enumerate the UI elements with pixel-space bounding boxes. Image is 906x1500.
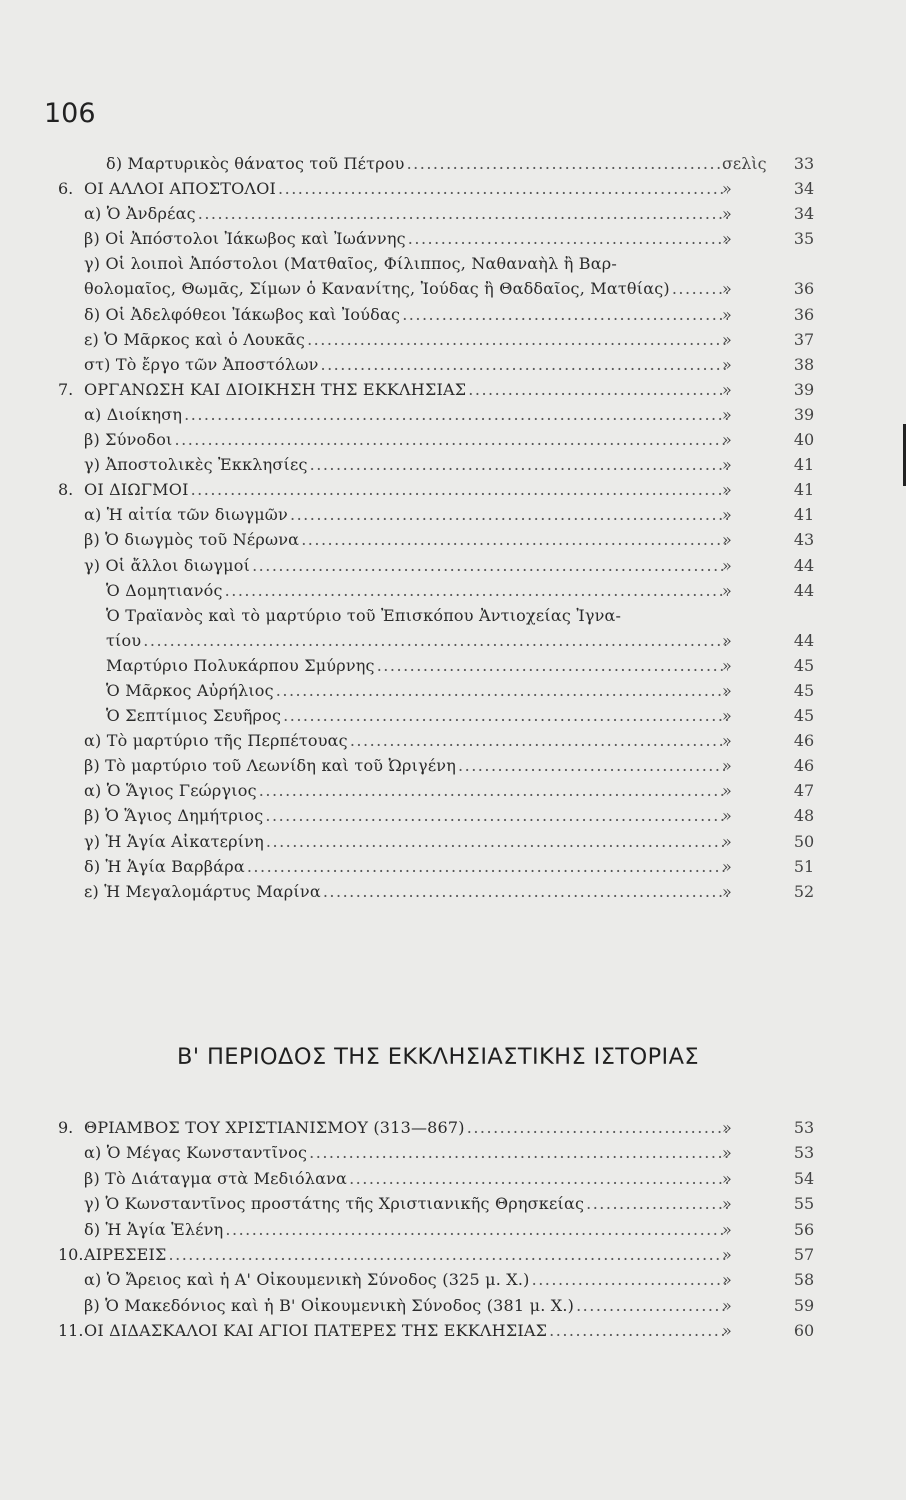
- entry-title: γ) Οἱ λοιποὶ Ἀπόστολοι (Ματθαῖος, Φίλιππος, Ναθαναὴλ ἢ Βαρ-: [84, 254, 617, 274]
- entry-page: 60: [793, 1321, 815, 1341]
- entry-number: 8.: [58, 480, 74, 500]
- entry-title-line: [84, 1140, 728, 1165]
- entry-ref: »: [722, 329, 732, 349]
- dot-leader: [530, 1267, 728, 1292]
- entry-page: 34: [793, 179, 815, 199]
- entry-title-line: [84, 251, 728, 276]
- entry-title-line: [84, 452, 728, 477]
- entry-ref: »: [722, 279, 732, 299]
- entry-page: 45: [793, 706, 815, 726]
- entry-number: 6.: [58, 179, 74, 199]
- entry-page: 58: [793, 1270, 815, 1290]
- entry-ref: σελὶς: [722, 154, 767, 173]
- entry-title-line: [84, 276, 728, 301]
- dot-leader: [670, 276, 728, 301]
- dot-leader: [167, 1242, 728, 1267]
- entry-title: β) Ὁ Ἅγιος Δημήτριος: [84, 806, 264, 826]
- entry-title: ΟΙ ΑΛΛΟΙ ΑΠΟΣΤΟΛΟΙ: [84, 179, 277, 199]
- dot-leader: [307, 1140, 728, 1165]
- dot-leader: [182, 402, 728, 427]
- entry-title: β) Τὸ μαρτύριο τοῦ Λεωνίδη καὶ τοῦ Ὠριγένη: [84, 756, 457, 776]
- entry-page: 51: [793, 856, 815, 876]
- entry-title-line: [84, 1217, 728, 1242]
- dot-leader: [223, 1217, 728, 1242]
- contents-entry: [58, 1318, 828, 1343]
- entry-ref: »: [722, 304, 732, 324]
- dot-leader: [400, 302, 728, 327]
- entry-ref: »: [722, 806, 732, 826]
- dot-leader: [189, 477, 728, 502]
- dot-leader: [276, 176, 728, 201]
- contents-entry: [58, 653, 828, 678]
- entry-title-line: [84, 226, 728, 251]
- entry-page: 38: [793, 354, 815, 374]
- entry-page: 48: [793, 806, 815, 826]
- entry-title: α) Ὁ Ἅγιος Γεώργιος: [84, 781, 257, 801]
- entry-title-line: [84, 377, 728, 402]
- entry-ref: »: [722, 1219, 732, 1239]
- entry-title-line: [84, 502, 728, 527]
- entry-title-line: [106, 678, 728, 703]
- dot-leader: [196, 201, 728, 226]
- entry-title: στ) Τὸ ἔργο τῶν Ἀποστόλων: [84, 354, 319, 374]
- entry-title-line: [106, 151, 728, 176]
- entry-number: 7.: [58, 379, 74, 399]
- entry-title-line: [84, 728, 728, 753]
- contents-entry: [58, 1217, 828, 1242]
- entry-title: ΘΡΙΑΜΒΟΣ ΤΟΥ ΧΡΙΣΤΙΑΝΙΣΜΟΥ (313—867): [84, 1118, 465, 1137]
- contents-entry: [58, 678, 828, 703]
- entry-title-line: [84, 1242, 728, 1267]
- entry-ref: »: [722, 404, 732, 424]
- entry-title: δ) Ἡ Ἁγία Ἑλένη: [84, 1219, 224, 1239]
- entry-title: θολομαῖος, Θωμᾶς, Σίμων ὁ Κανανίτης, Ἰούδας ἢ Θαδδαῖος, Ματθίας): [84, 279, 670, 299]
- entry-title-line: [106, 603, 728, 628]
- contents-entry: [58, 753, 828, 778]
- contents-entry: [58, 251, 828, 276]
- dot-leader: [288, 502, 728, 527]
- entry-ref: »: [722, 1118, 732, 1137]
- entry-title: Ὁ Δομητιανός: [106, 580, 223, 600]
- contents-entry: [58, 829, 828, 854]
- dot-leader: [466, 377, 728, 402]
- contents-list-part-one: [58, 151, 828, 904]
- dot-leader: [264, 829, 728, 854]
- entry-title: δ) Οἱ Ἀδελφόθεοι Ἰάκωβος καὶ Ἰούδας: [84, 304, 401, 324]
- contents-entry: [58, 578, 828, 603]
- entry-title: Ὁ Τραϊανὸς καὶ τὸ μαρτύριο τοῦ Ἐπισκόπου Ἀντιοχείας Ἰγνα-: [106, 605, 622, 625]
- entry-page: 57: [793, 1244, 815, 1264]
- contents-entry: [58, 803, 828, 828]
- entry-ref: »: [722, 881, 732, 901]
- contents-entry: [58, 1242, 828, 1267]
- entry-ref: »: [722, 229, 732, 249]
- entry-page: 33: [793, 154, 815, 173]
- dot-leader: [348, 728, 728, 753]
- dot-leader: [299, 527, 728, 552]
- entry-ref: »: [722, 580, 732, 600]
- dot-leader: [245, 854, 728, 879]
- entry-title: β) Ὁ διωγμὸς τοῦ Νέρωνα: [84, 530, 300, 550]
- dot-leader: [406, 226, 728, 251]
- dot-leader: [584, 1191, 728, 1216]
- entry-page: 44: [793, 555, 815, 575]
- entry-ref: »: [722, 756, 732, 776]
- entry-title: τίου: [106, 630, 142, 650]
- entry-title: α) Ὁ Ἀνδρέας: [84, 204, 196, 224]
- dot-leader: [574, 1293, 728, 1318]
- entry-page: 45: [793, 655, 815, 675]
- entry-page: 46: [793, 731, 815, 751]
- contents-entry: [58, 176, 828, 201]
- entry-ref: »: [722, 856, 732, 876]
- entry-ref: »: [722, 354, 732, 374]
- entry-title-line: [84, 854, 728, 879]
- entry-title: ΟΙ ΔΙΔΑΣΚΑΛΟΙ ΚΑΙ ΑΓΙΟΙ ΠΑΤΕΡΕΣ ΤΗΣ ΕΚΚΛΗΣΙΑΣ: [84, 1321, 548, 1341]
- entry-title: ΟΙ ΔΙΩΓΜΟΙ: [84, 480, 189, 500]
- entry-ref: »: [722, 430, 732, 450]
- entry-ref: »: [722, 1295, 732, 1315]
- dot-leader: [281, 703, 728, 728]
- entry-title: α) Ὁ Μέγας Κωνσταντῖνος: [84, 1143, 308, 1163]
- entry-page: 43: [793, 530, 815, 550]
- entry-ref: »: [722, 379, 732, 399]
- contents-entry: [58, 427, 828, 452]
- entry-page: 47: [793, 781, 815, 801]
- contents-entry: [58, 728, 828, 753]
- contents-entry: [58, 854, 828, 879]
- contents-entry: [58, 327, 828, 352]
- contents-entry: [58, 151, 828, 176]
- entry-title-line: [84, 327, 728, 352]
- entry-title-line: [84, 1293, 728, 1318]
- entry-number: 10.: [58, 1244, 84, 1264]
- entry-title-line: [84, 829, 728, 854]
- entry-title-line: [106, 578, 728, 603]
- entry-ref: »: [722, 781, 732, 801]
- entry-page: 34: [793, 204, 815, 224]
- entry-title: Ὁ Σεπτίμιος Σευῆρος: [106, 706, 282, 726]
- dot-leader: [321, 879, 728, 904]
- dot-leader: [305, 327, 728, 352]
- entry-ref: »: [722, 706, 732, 726]
- section-heading: Β' ΠΕΡΙΟΔΟΣ ΤΗΣ ΕΚΚΛΗΣΙΑΣΤΙΚΗΣ ΙΣΤΟΡΙΑΣ: [177, 1044, 699, 1070]
- entry-ref: »: [722, 831, 732, 851]
- entry-page: 39: [793, 379, 815, 399]
- entry-title: β) Οἱ Ἀπόστολοι Ἰάκωβος καὶ Ἰωάννης: [84, 229, 406, 249]
- entry-ref: »: [722, 555, 732, 575]
- entry-ref: »: [722, 204, 732, 224]
- contents-entry: [58, 1166, 828, 1191]
- entry-page: 37: [793, 329, 815, 349]
- entry-title: α) Ὁ Ἄρειος καὶ ἡ Α' Οἰκουμενικὴ Σύνοδος (325 μ. Χ.): [84, 1270, 530, 1290]
- entry-page: 59: [793, 1295, 815, 1315]
- dot-leader: [308, 452, 728, 477]
- contents-entry: [58, 1267, 828, 1292]
- dot-leader: [173, 427, 728, 452]
- contents-entry: [58, 352, 828, 377]
- page-number: 106: [44, 98, 96, 129]
- contents-entry: [58, 1293, 828, 1318]
- entry-title-line: [84, 879, 728, 904]
- entry-title-line: [84, 778, 728, 803]
- contents-entry: [58, 452, 828, 477]
- dot-leader: [250, 553, 728, 578]
- contents-entry: [58, 201, 828, 226]
- entry-title-line: [84, 527, 728, 552]
- contents-entry: [58, 477, 828, 502]
- entry-title: β) Σύνοδοι: [84, 430, 173, 450]
- contents-entry: [58, 703, 828, 728]
- entry-ref: »: [722, 630, 732, 650]
- dot-leader: [375, 653, 728, 678]
- entry-page: 53: [793, 1118, 815, 1137]
- contents-entry: [58, 553, 828, 578]
- entry-number: 11.: [58, 1321, 84, 1341]
- entry-number: 9.: [58, 1118, 74, 1137]
- dot-leader: [319, 352, 729, 377]
- dot-leader: [263, 803, 728, 828]
- dot-leader: [223, 578, 728, 603]
- contents-entry: [58, 778, 828, 803]
- entry-title-line: [106, 703, 728, 728]
- entry-title: ε) Ἡ Μεγαλομάρτυς Μαρίνα: [84, 881, 321, 901]
- entry-ref: »: [722, 530, 732, 550]
- dot-leader: [257, 778, 728, 803]
- entry-ref: »: [722, 455, 732, 475]
- dot-leader: [141, 628, 728, 653]
- contents-entry: [58, 502, 828, 527]
- entry-title-line: [84, 1115, 728, 1140]
- entry-ref: »: [722, 505, 732, 525]
- entry-title-line: [84, 1191, 728, 1216]
- entry-page: 54: [793, 1168, 815, 1188]
- entry-ref: »: [722, 1244, 732, 1264]
- entry-ref: »: [722, 1321, 732, 1341]
- entry-title: δ) Ἡ Ἁγία Βαρβάρα: [84, 856, 245, 876]
- entry-title: α) Ἡ αἰτία τῶν διωγμῶν: [84, 505, 288, 525]
- entry-page: 56: [793, 1219, 815, 1239]
- entry-page: 36: [793, 304, 815, 324]
- entry-page: 41: [793, 505, 815, 525]
- entry-title: α) Διοίκηση: [84, 404, 183, 424]
- entry-title: γ) Οἱ ἄλλοι διωγμοί: [84, 555, 251, 575]
- entry-title: β) Ὁ Μακεδόνιος καὶ ἡ Β' Οἰκουμενικὴ Σύνοδος (381 μ. Χ.): [84, 1295, 575, 1315]
- dot-leader: [547, 1318, 728, 1343]
- entry-title: Ὁ Μᾶρκος Αὐρήλιος: [106, 680, 274, 700]
- entry-title-line: [84, 753, 728, 778]
- entry-page: 41: [793, 455, 815, 475]
- entry-title: ΟΡΓΑΝΩΣΗ ΚΑΙ ΔΙΟΙΚΗΣΗ ΤΗΣ ΕΚΚΛΗΣΙΑΣ: [84, 379, 467, 399]
- dot-leader: [274, 678, 728, 703]
- entry-page: 44: [793, 580, 815, 600]
- entry-page: 35: [793, 229, 815, 249]
- entry-title: γ) Ἡ Ἁγία Αἰκατερίνη: [84, 831, 264, 851]
- entry-title: ΑΙΡΕΣΕΙΣ: [84, 1244, 167, 1264]
- entry-title-line: [84, 402, 728, 427]
- dot-leader: [405, 151, 728, 176]
- entry-ref: »: [722, 1143, 732, 1163]
- entry-title-line: [84, 477, 728, 502]
- entry-ref: »: [722, 480, 732, 500]
- entry-title-line: [84, 302, 728, 327]
- entry-ref: »: [722, 1270, 732, 1290]
- entry-title-line: [84, 803, 728, 828]
- contents-entry: [58, 527, 828, 552]
- entry-title: γ) Ὁ Κωνσταντῖνος προστάτης τῆς Χριστιανικῆς Θρησκείας: [84, 1194, 585, 1214]
- contents-entry: [58, 603, 828, 628]
- entry-ref: »: [722, 1194, 732, 1214]
- entry-title: ε) Ὁ Μᾶρκος καὶ ὁ Λουκᾶς: [84, 329, 306, 349]
- contents-entry: [58, 628, 828, 653]
- entry-page: 55: [793, 1194, 815, 1214]
- entry-page: 50: [793, 831, 815, 851]
- entry-page: 41: [793, 480, 815, 500]
- entry-ref: »: [722, 680, 732, 700]
- contents-entry: [58, 302, 828, 327]
- entry-title-line: [84, 201, 728, 226]
- entry-title: α) Τὸ μαρτύριο τῆς Περπέτουας: [84, 731, 348, 751]
- entry-page: 45: [793, 680, 815, 700]
- contents-entry: [58, 1140, 828, 1165]
- entry-title-line: [84, 1166, 728, 1191]
- contents-entry: [58, 879, 828, 904]
- contents-entry: [58, 402, 828, 427]
- entry-title-line: [106, 628, 728, 653]
- entry-ref: »: [722, 731, 732, 751]
- entry-page: 52: [793, 881, 815, 901]
- entry-page: 39: [793, 404, 815, 424]
- entry-ref: »: [722, 655, 732, 675]
- contents-entry: [58, 276, 828, 301]
- entry-title-line: [84, 1267, 728, 1292]
- entry-title-line: [84, 553, 728, 578]
- contents-entry: [58, 226, 828, 251]
- dot-leader: [347, 1166, 728, 1191]
- dot-leader: [465, 1115, 728, 1140]
- entry-title: δ) Μαρτυρικὸς θάνατος τοῦ Πέτρου: [106, 154, 405, 173]
- entry-page: 46: [793, 756, 815, 776]
- entry-title-line: [106, 653, 728, 678]
- entry-title-line: [84, 176, 728, 201]
- contents-entry: [58, 1115, 828, 1140]
- entry-title: β) Τὸ Διάταγμα στὰ Μεδιόλανα: [84, 1168, 348, 1188]
- entry-page: 40: [793, 430, 815, 450]
- entry-page: 53: [793, 1143, 815, 1163]
- entry-title: γ) Ἀποστολικὲς Ἐκκλησίες: [84, 455, 308, 475]
- entry-title-line: [84, 352, 728, 377]
- entry-title-line: [84, 1318, 728, 1343]
- contents-entry: [58, 377, 828, 402]
- entry-title: Μαρτύριο Πολυκάρπου Σμύρνης: [106, 655, 375, 675]
- entry-page: 44: [793, 630, 815, 650]
- contents-entry: [58, 1191, 828, 1216]
- dot-leader: [456, 753, 728, 778]
- entry-ref: »: [722, 179, 732, 199]
- entry-ref: »: [722, 1168, 732, 1188]
- contents-list-part-two: [58, 1115, 828, 1344]
- entry-page: 36: [793, 279, 815, 299]
- entry-title-line: [84, 427, 728, 452]
